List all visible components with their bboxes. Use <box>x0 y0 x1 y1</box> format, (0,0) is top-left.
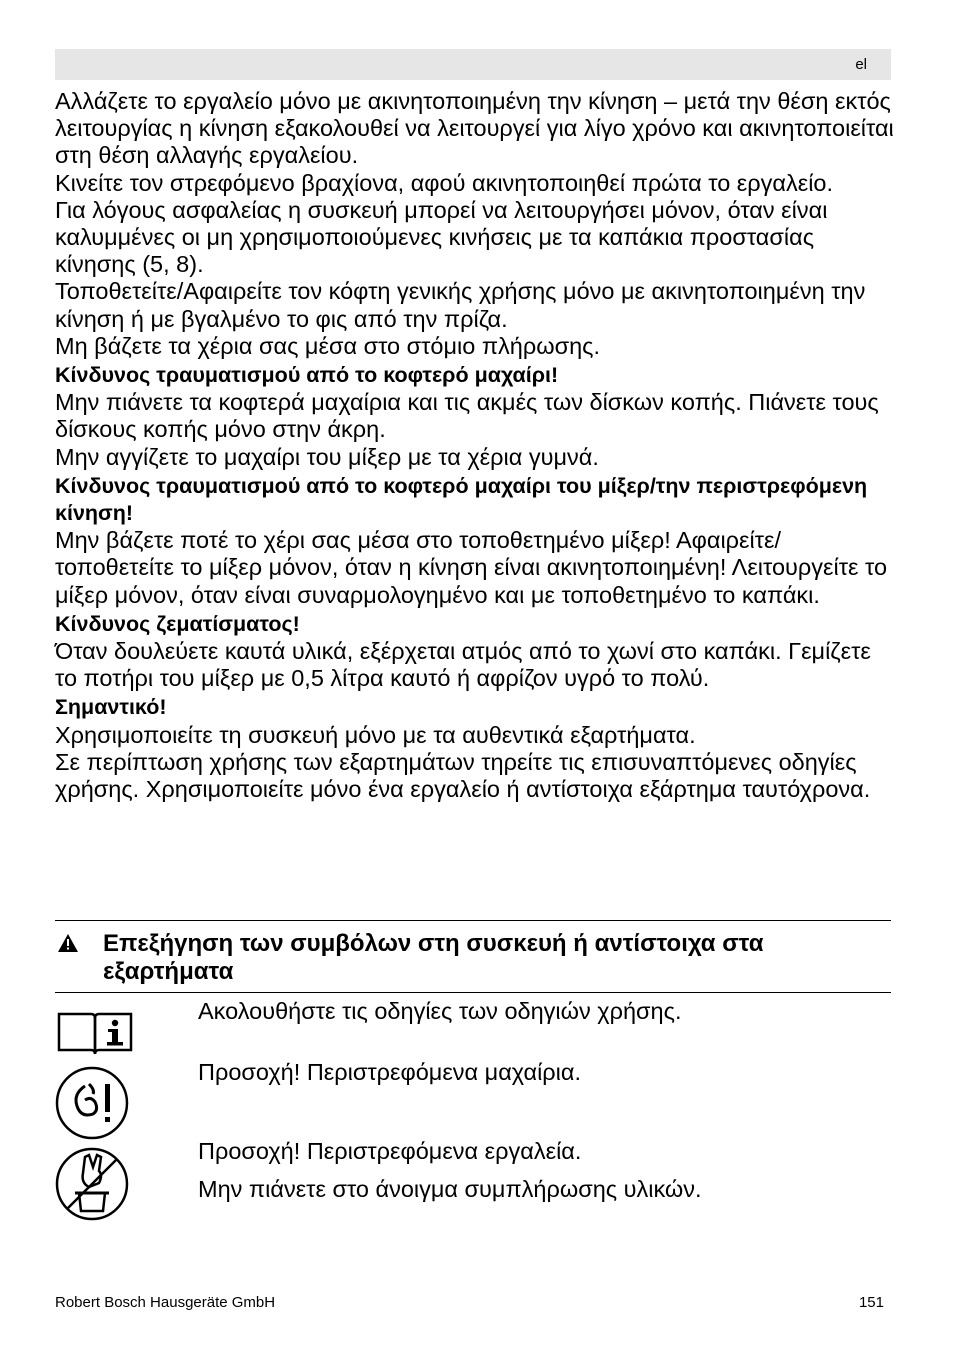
symbol-description <box>198 998 681 1025</box>
paragraph: Σε περίπτωση χρήσης των εξαρτημάτων τηρείτε τις επισυναπτόμενες οδηγίες χρήσης. Χρησιμοποιείτε μόνο ένα εργαλείο ή αντίστοιχα εξάρτημα ταυτόχρονα. <box>55 748 871 803</box>
symbol-text-line: Προσοχή! Περιστρεφόμενα μαχαίρια. <box>198 1059 582 1085</box>
paragraph: Μην αγγίζετε το μαχαίρι του μίξερ με τα χέρια γυμνά. <box>55 443 599 470</box>
symbols-heading-text: Επεξήγηση των συμβόλων στη συσκευή ή αντίστοιχα στα εξαρτήματα <box>103 930 764 985</box>
paragraph: Μη βάζετε τα χέρια σας μέσα στο στόμιο πλήρωσης. <box>55 332 601 359</box>
language-header-bar <box>55 49 891 80</box>
paragraph: Αλλάζετε το εργαλείο μόνο με ακινητοποιημένη την κίνηση – μετά την θέση εκτός λειτουργίας η κίνηση εξακολουθεί να λειτουργεί για λίγο χρόνο και ακινητοποιείται στη θέση αλλαγής εργαλείου. <box>55 88 894 169</box>
symbol-description <box>198 1138 702 1203</box>
safety-instructions <box>55 88 895 803</box>
paragraph: Τοποθετείτε/Αφαιρείτε τον κόφτη γενικής χρήσης μόνο με ακινητοποιημένη την κίνηση ή με βγαλμένο το φις από την πρίζα. <box>55 278 866 332</box>
symbols-section-heading <box>55 930 891 986</box>
symbol-description <box>198 1059 581 1086</box>
footer-company: Robert Bosch Hausgeräte GmbH <box>55 1294 276 1311</box>
section-divider-bottom <box>55 992 891 993</box>
symbol-text-line: Ακολουθήστε τις οδηγίες των οδηγιών χρήσης. <box>198 998 682 1024</box>
symbol-text-line: Μην πιάνετε στο άνοιγμα συμπλήρωσης υλικών. <box>198 1176 702 1202</box>
manual-info-icon <box>55 1006 135 1058</box>
no-hand-in-opening-icon <box>55 1145 133 1223</box>
warning-triangle-icon <box>57 933 79 953</box>
rotating-blade-warning-icon <box>55 1064 133 1142</box>
language-code: el <box>855 56 867 73</box>
paragraph: Μην βάζετε ποτέ το χέρι σας μέσα στο τοποθετημένο μίξερ! Αφαιρείτε/τοποθετείτε το μίξερ μόνον, όταν η κίνηση είναι ακινητοποιημένη! Λειτουργείτε το μίξερ μόνον, όταν είναι συναρμολογημένο και με τοποθετημένο το καπάκι. <box>55 527 888 608</box>
warning-heading: Κίνδυνος ζεματίσματος! <box>55 611 300 636</box>
warning-heading: Κίνδυνος τραυματισμού από το κοφτερό μαχαίρι του μίξερ/την περιστρεφόμενη κίνηση! <box>55 473 868 526</box>
warning-heading: Κίνδυνος τραυματισμού από το κοφτερό μαχαίρι! <box>55 363 559 388</box>
paragraph: Για λόγους ασφαλείας η συσκευή μπορεί να λειτουργήσει μόνον, όταν είναι καλυμμένες οι μη χρησιμοποιούμενες κινήσεις με τα καπάκια προστασίας κίνησης (5, 8). <box>55 196 828 278</box>
paragraph: Όταν δουλεύετε καυτά υλικά, εξέρχεται ατμός από το χωνί στο καπάκι. Γεμίζετε το ποτήρι του μίξερ με 0,5 λίτρα καυτό ή αφρίζον υγρό το πολύ. <box>55 638 871 692</box>
paragraph: Χρησιμοποιείτε τη συσκευή μόνο με τα αυθεντικά εξαρτήματα. <box>55 721 696 748</box>
paragraph: Κινείτε τον στρεφόμενο βραχίονα, αφού ακινητοποιηθεί πρώτα το εργαλείο. <box>55 169 834 196</box>
symbol-text-line: Προσοχή! Περιστρεφόμενα εργαλεία. <box>198 1138 582 1164</box>
page-number: 151 <box>858 1294 884 1311</box>
section-divider-top <box>55 920 891 921</box>
warning-heading: Σημαντικό! <box>55 695 167 720</box>
paragraph: Μην πιάνετε τα κοφτερά μαχαίρια και τις ακμές των δίσκων κοπής. Πιάνετε τους δίσκους κοπής μόνο στην άκρη. <box>55 389 879 443</box>
